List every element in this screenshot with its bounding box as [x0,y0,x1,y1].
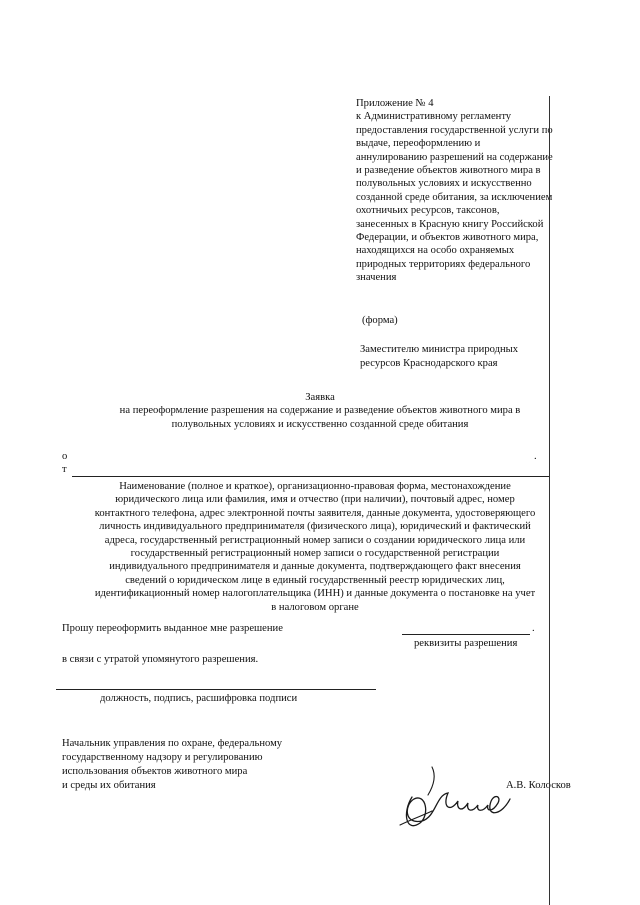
applicant-hint-line: адреса, государственный регистрационный номер записи о создании юридического лица или [104,534,526,546]
permit-details-hint: реквизиты разрешения [414,638,518,649]
applicant-hint-line: личность индивидуального предпринимателя (физического лица), юридический и фактический [99,521,531,533]
signer-name: А.В. Колосков [506,780,571,791]
annex-line: аннулированию разрешений на содержание [356,151,553,163]
form-label: (форма) [362,315,398,326]
applicant-hint [60,480,570,614]
annex-line: значения [356,272,397,284]
annex-line: находящихся на особо охраняемых [356,245,515,257]
from-dot: . [534,451,537,462]
official-position-line: государственному надзору и регулированию [62,752,263,763]
annex-line: занесенных в Красную книгу Российской [356,218,544,230]
official-position-line: использования объектов животного мира [62,766,248,777]
handwritten-signature-icon [392,755,522,840]
document-subtitle: полувольных условиях и искусственно созданной среде обитания [171,419,469,430]
applicant-hint-line: индивидуального предпринимателя и данные документа, подтверждающего факт внесения [109,561,521,573]
applicant-hint-line: Наименование (полное и краткое), организационно-правовая форма, местонахождение [119,481,511,492]
annex-line: Приложение № 4 [356,98,434,109]
applicant-field-line[interactable] [72,476,550,477]
applicant-hint-line: сведений о юридическом лице в единый государственный реестр юридических лиц, [125,574,505,586]
annex-line: и разведение объектов животного мира в [356,165,541,177]
permit-details-field-line[interactable] [402,634,530,635]
official-position-line: Начальник управления по охране, федеральному [62,738,283,749]
document-subtitle: на переоформление разрешения на содержание и разведение объектов животного мира в [119,405,521,416]
annex-line: природных территориях федерального [356,258,531,270]
annex-line: полувольных условиях и искусственно [356,178,532,190]
applicant-hint-line: в налоговом органе [271,601,359,613]
signature-hint: должность, подпись, расшифровка подписи [100,693,298,704]
from-label-o: о [62,451,68,462]
annex-line: охотничьих ресурсов, таксонов, [356,205,500,217]
scan-edge-line [549,96,550,905]
applicant-hint-line: юридического лица или фамилия, имя и отчество (при наличии), почтовый адрес, номер [115,494,515,506]
from-label-t: т [62,464,67,475]
request-dot: . [532,623,535,634]
annex-header [356,97,592,285]
annex-line: выдаче, переоформлению и [356,138,481,150]
request-text: Прошу переоформить выданное мне разрешение [62,623,283,634]
addressee-line: Заместителю министра природных [360,344,519,355]
annex-line: предоставления государственной услуги по [356,124,553,136]
official-position-line: и среды их обитания [62,780,156,791]
annex-line: Федерации, и объектов животного мира, [356,232,539,244]
applicant-hint-line: государственный регистрационный номер записи о государственной регистрации [130,548,500,560]
applicant-hint-line: контактного телефона, адрес электронной почты заявителя, данные документа, удостоверяющего [94,507,536,519]
annex-line: созданной среде обитания, за исключением [356,191,553,203]
document-title: Заявка [305,392,335,403]
annex-line: к Административному регламенту [356,111,512,123]
signature-field-line[interactable] [56,689,376,690]
request-reason: в связи с утратой упомянутого разрешения. [62,654,259,665]
addressee-line: ресурсов Краснодарского края [360,358,498,369]
applicant-hint-line: идентификационный номер налогоплательщика (ИНН) и данные документа о постановке на учет [94,588,536,600]
